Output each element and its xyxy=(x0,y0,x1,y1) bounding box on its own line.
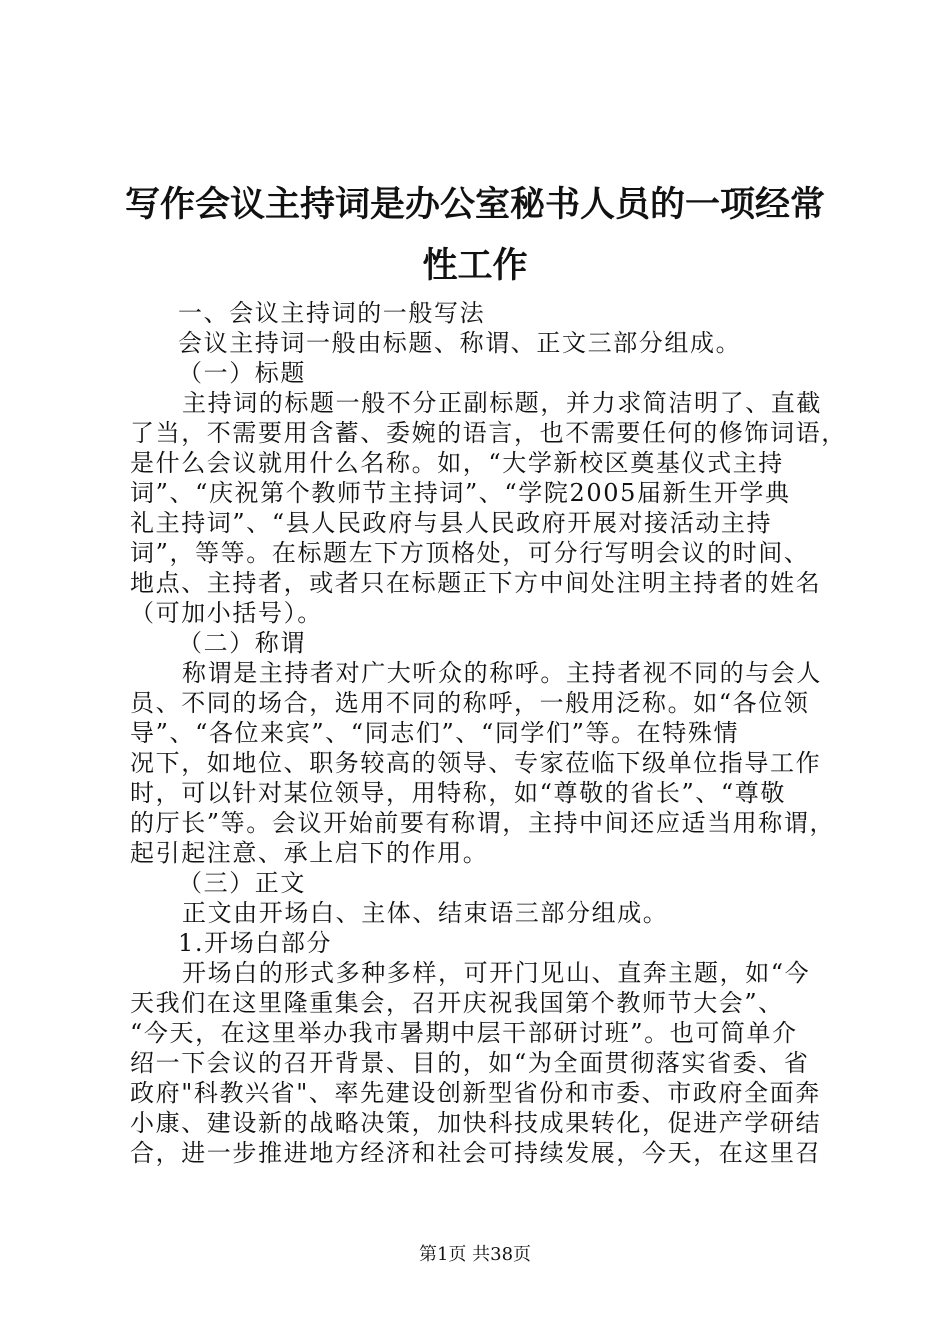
text-line: 的厅长”等。会议开始前要有称谓，主持中间还应适当用称谓， xyxy=(130,809,836,837)
text-line: （二）称谓 xyxy=(178,629,306,657)
text-line: 主持词的标题一般不分正副标题，并力求简洁明了、直截 xyxy=(182,389,822,417)
text-line: 词”，等等。在标题左下方顶格处，可分行写明会议的时间、 xyxy=(130,539,810,567)
text-line: 员、不同的场合，选用不同的称呼，一般用泛称。如“各位领 xyxy=(130,689,810,717)
text-line: “今天，在这里举办我市暑期中层干部研讨班”。也可简单介 xyxy=(130,1019,798,1047)
document-title-line-1: 写作会议主持词是办公室秘书人员的一项经常 xyxy=(124,185,825,225)
text-line: 合，进一步推进地方经济和社会可持续发展，今天，在这里召 xyxy=(130,1139,822,1167)
text-line: （可加小括号）。 xyxy=(130,599,323,627)
text-line: 况下，如地位、职务较高的领导、专家莅临下级单位指导工作 xyxy=(130,749,822,777)
page-footer: 第1页 共38页 xyxy=(418,1244,532,1265)
document-body xyxy=(130,298,847,1168)
text-line: 时，可以针对某位领导，用特称，如“尊敬的省长”、“尊敬 xyxy=(130,779,787,807)
text-line: 起引起注意、承上启下的作用。 xyxy=(130,839,489,867)
text-line: 1.开场白部分 xyxy=(178,929,333,957)
text-line: 了当，不需要用含蓄、委婉的语言，也不需要任何的修饰词语， xyxy=(130,419,847,447)
text-line: 导”、“各位来宾”、“同志们”、“同学们”等。在特殊情 xyxy=(130,719,740,747)
text-line: 称谓是主持者对广大听众的称呼。主持者视不同的与会人 xyxy=(182,659,822,687)
text-line: 天我们在这里隆重集会，召开庆祝我国第个教师节大会”、 xyxy=(130,989,784,1017)
document-title-line-2: 性工作 xyxy=(422,246,528,286)
text-line: 绍一下会议的召开背景、目的，如“为全面贯彻落实省委、省 xyxy=(130,1049,810,1077)
text-line: 开场白的形式多种多样，可开门见山、直奔主题，如“今 xyxy=(182,959,811,987)
text-line: 政府"科教兴省"、率先建设创新型省份和市委、市政府全面奔 xyxy=(130,1079,821,1107)
text-line: 正文由开场白、主体、结束语三部分组成。 xyxy=(182,899,669,927)
text-line: 礼主持词”、“县人民政府与县人民政府开展对接活动主持 xyxy=(130,509,773,537)
text-line: 地点、主持者，或者只在标题正下方中间处注明主持者的姓名 xyxy=(130,569,822,597)
text-line: （一）标题 xyxy=(178,359,306,387)
text-line: 会议主持词一般由标题、称谓、正文三部分组成。 xyxy=(178,329,742,357)
text-line: （三）正文 xyxy=(178,869,306,897)
text-line: 词”、“庆祝第个教师节主持词”、“学院2005届新生开学典 xyxy=(130,479,791,507)
text-line: 一、会议主持词的一般写法 xyxy=(178,299,486,327)
text-line: 是什么会议就用什么名称。如，“大学新校区奠基仪式主持 xyxy=(130,449,784,477)
text-line: 小康、建设新的战略决策，加快科技成果转化，促进产学研结 xyxy=(130,1109,822,1137)
